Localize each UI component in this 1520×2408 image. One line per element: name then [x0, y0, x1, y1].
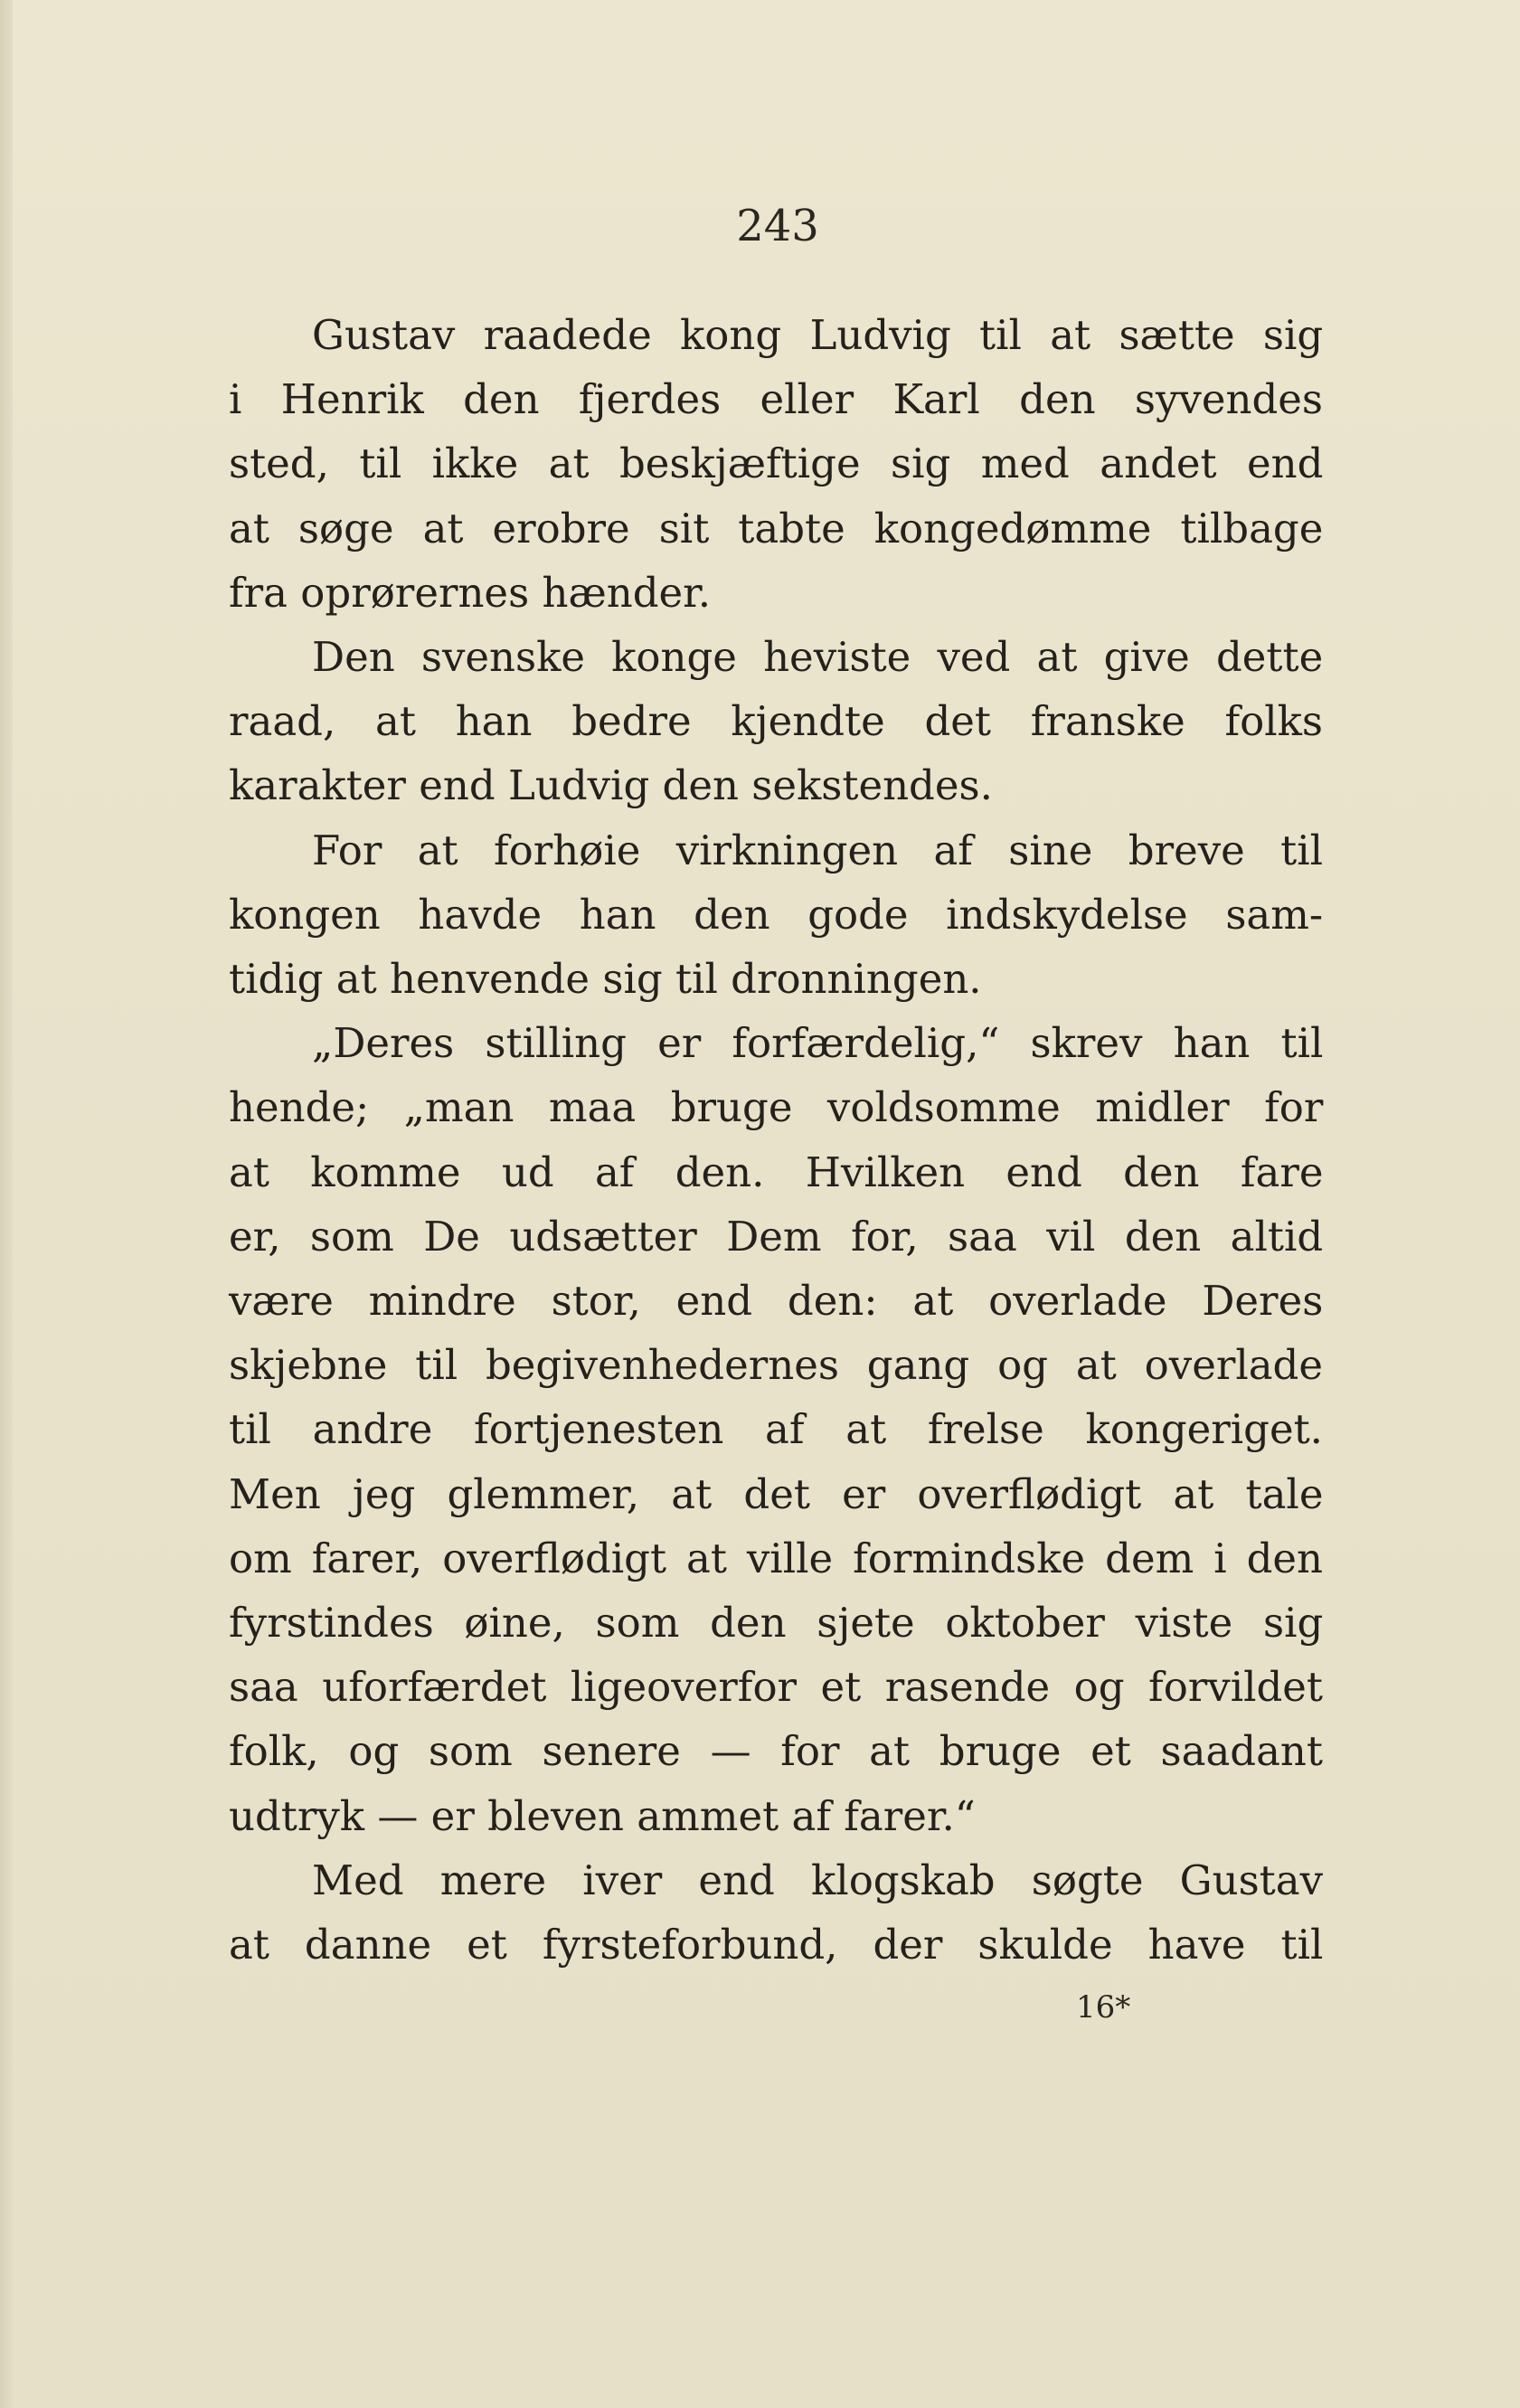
text-line: at danne et fyrsteforbund, der skulde have til — [229, 1921, 1324, 1969]
text-line: fyrstindes øine, som den sjete oktober viste sig — [229, 1599, 1324, 1648]
body-text — [229, 303, 1323, 1977]
text-line: hende; „man maa bruge voldsomme midler for — [229, 1083, 1324, 1132]
text-line: „Deres stilling er forfærdelig,“ skrev han til — [312, 1019, 1324, 1068]
text-line: at komme ud af den. Hvilken end den fare — [229, 1147, 1324, 1196]
page-number: 243 — [736, 201, 819, 251]
paragraph-1 — [229, 303, 1323, 625]
paragraph-5 — [229, 1848, 1323, 1977]
text-line: Den svenske konge heviste ved at give dette — [312, 633, 1324, 682]
paragraph-3 — [229, 818, 1323, 1012]
signature-mark: 16* — [1076, 1989, 1131, 2026]
text-line: tidig at henvende sig til dronningen. — [229, 955, 982, 1004]
text-line: at søge at erobre sit tabte kongedømme tilbage — [229, 504, 1324, 552]
text-line: Gustav raadede kong Ludvig til at sætte sig — [312, 311, 1324, 359]
text-line: til andre fortjenesten af at frelse kongeriget. — [229, 1405, 1323, 1454]
text-line: folk, og som senere — for at bruge et saadant — [229, 1727, 1323, 1776]
text-line: sted, til ikke at beskjæftige sig med andet end — [229, 439, 1324, 488]
text-line: er, som De udsætter Dem for, saa vil den altid — [229, 1212, 1324, 1261]
text-line: udtryk — er bleven ammet af farer.“ — [229, 1791, 976, 1840]
text-line: karakter end Ludvig den sekstendes. — [229, 761, 993, 810]
paragraph-4 — [229, 1011, 1323, 1848]
text-line: Men jeg glemmer, at det er overflødigt at tale — [229, 1469, 1324, 1518]
text-line: Med mere iver end klogskab søgte Gustav — [312, 1856, 1323, 1904]
text-line: For at forhøie virkningen af sine breve til — [312, 826, 1323, 874]
text-line: i Henrik den fjerdes eller Karl den syvendes — [229, 375, 1323, 424]
text-line: være mindre stor, end den: at overlade Deres — [229, 1277, 1324, 1326]
text-line: kongen havde han den gode indskydelse sam- — [229, 890, 1324, 939]
page-edge — [0, 0, 13, 2408]
text-line: om farer, overflødigt at ville formindske dem i den — [229, 1534, 1323, 1582]
text-line: fra oprørernes hænder. — [229, 568, 712, 617]
text-line: raad, at han bedre kjendte det franske folks — [229, 697, 1323, 746]
paragraph-2 — [229, 625, 1323, 818]
text-line: skjebne til begivenhedernes gang og at overlade — [229, 1341, 1323, 1390]
text-line: saa uforfærdet ligeoverfor et rasende og forvildet — [229, 1663, 1324, 1712]
